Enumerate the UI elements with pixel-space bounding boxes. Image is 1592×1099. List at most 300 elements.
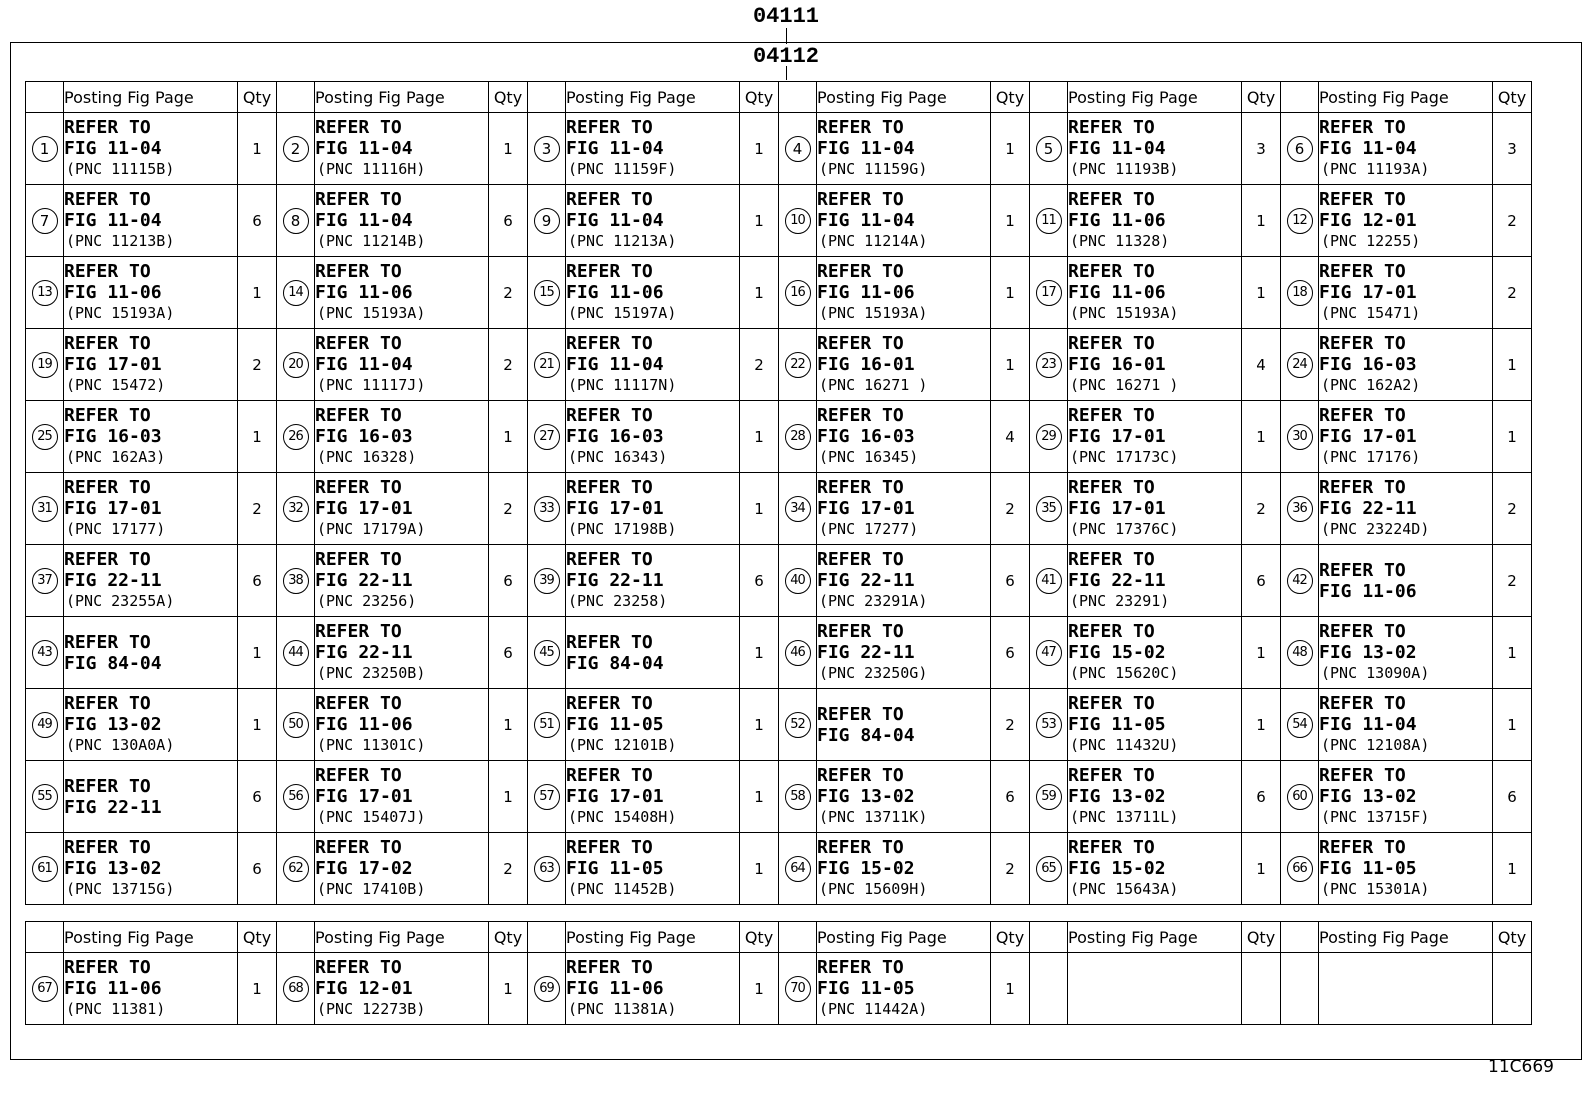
pnc-reference: (PNC 23224D) xyxy=(1321,520,1430,538)
callout-number: 12 xyxy=(1287,208,1313,234)
callout-number-cell xyxy=(1281,473,1319,545)
fig-reference: FIG 11-04 xyxy=(817,210,915,231)
qty-value: 6 xyxy=(740,545,779,617)
qty-value: 1 xyxy=(1242,257,1281,329)
reference-cell xyxy=(64,185,238,257)
header-qty: Qty xyxy=(1493,82,1532,113)
callout-number-cell xyxy=(1281,689,1319,761)
table-row xyxy=(26,545,1532,617)
reference-cell xyxy=(315,401,489,473)
fig-reference: FIG 11-06 xyxy=(566,978,664,999)
refer-to-text: REFER TO xyxy=(1068,405,1155,426)
table-row xyxy=(26,257,1532,329)
fig-reference: FIG 13-02 xyxy=(1319,786,1417,807)
qty-value xyxy=(1493,953,1532,1025)
pnc-reference: (PNC 17376C) xyxy=(1070,520,1179,538)
fig-reference: FIG 17-01 xyxy=(315,498,413,519)
callout-number-cell xyxy=(1030,689,1068,761)
fig-reference: FIG 11-06 xyxy=(1319,580,1417,602)
reference-cell xyxy=(315,833,489,905)
pnc-reference: (PNC 17173C) xyxy=(1070,448,1179,466)
refer-to-text: REFER TO xyxy=(315,621,402,642)
qty-value: 6 xyxy=(489,545,528,617)
table-row xyxy=(26,953,1532,1025)
callout-number: 19 xyxy=(32,352,58,378)
callout-number: 47 xyxy=(1036,640,1062,666)
callout-number-cell xyxy=(1030,473,1068,545)
table-body xyxy=(26,113,1532,905)
header-blank-cell xyxy=(277,922,315,953)
qty-value: 1 xyxy=(238,401,277,473)
qty-value: 2 xyxy=(1493,185,1532,257)
callout-number: 22 xyxy=(785,352,811,378)
callout-number: 49 xyxy=(32,712,58,738)
qty-value: 3 xyxy=(1242,113,1281,185)
fig-reference: FIG 11-04 xyxy=(315,210,413,231)
pnc-reference: (PNC 11159F) xyxy=(568,160,677,178)
header-posting-fig-page: Posting Fig Page xyxy=(566,82,740,113)
qty-value: 2 xyxy=(991,689,1030,761)
callout-number: 52 xyxy=(785,712,811,738)
callout-number-cell xyxy=(779,833,817,905)
reference-cell xyxy=(566,185,740,257)
fig-reference: FIG 17-01 xyxy=(1068,426,1166,447)
callout-number-cell xyxy=(26,689,64,761)
callout-number-cell xyxy=(779,545,817,617)
callout-number-cell xyxy=(277,761,315,833)
reference-cell xyxy=(1319,761,1493,833)
pnc-reference: (PNC 15197A) xyxy=(568,304,677,322)
fig-reference: FIG 11-06 xyxy=(315,282,413,303)
pnc-reference: (PNC 11213B) xyxy=(66,232,175,250)
callout-number: 41 xyxy=(1036,568,1062,594)
reference-cell xyxy=(1319,953,1493,1025)
pnc-reference: (PNC 11115B) xyxy=(66,160,175,178)
qty-value: 6 xyxy=(1493,761,1532,833)
refer-to-text: REFER TO xyxy=(817,405,904,426)
refer-to-text: REFER TO xyxy=(64,837,151,858)
qty-value: 2 xyxy=(991,473,1030,545)
callout-number-cell xyxy=(779,761,817,833)
reference-cell xyxy=(1068,761,1242,833)
header-qty: Qty xyxy=(740,922,779,953)
pnc-reference: (PNC 15193A) xyxy=(819,304,928,322)
refer-to-text: REFER TO xyxy=(817,621,904,642)
callout-number: 14 xyxy=(283,280,309,306)
reference-cell xyxy=(315,257,489,329)
header-blank-cell xyxy=(1281,82,1319,113)
fig-reference: FIG 22-11 xyxy=(566,570,664,591)
reference-cell xyxy=(817,833,991,905)
reference-cell xyxy=(566,545,740,617)
header-posting-fig-page: Posting Fig Page xyxy=(566,922,740,953)
refer-to-text: REFER TO xyxy=(1319,261,1406,282)
reference-cell xyxy=(817,257,991,329)
fig-reference: FIG 11-04 xyxy=(315,354,413,375)
callout-number: 68 xyxy=(283,976,309,1002)
reference-cell xyxy=(1068,185,1242,257)
callout-number-cell xyxy=(1030,185,1068,257)
callout-number-cell xyxy=(277,545,315,617)
callout-number-cell xyxy=(528,473,566,545)
fig-reference: FIG 11-04 xyxy=(1319,138,1417,159)
reference-cell xyxy=(315,473,489,545)
fig-reference: FIG 11-04 xyxy=(817,138,915,159)
pnc-reference: (PNC 11159G) xyxy=(819,160,928,178)
refer-to-text: REFER TO xyxy=(1068,693,1155,714)
fig-reference: FIG 17-02 xyxy=(315,858,413,879)
reference-cell xyxy=(64,329,238,401)
qty-value: 1 xyxy=(1242,401,1281,473)
table-row xyxy=(26,833,1532,905)
fig-reference: FIG 17-01 xyxy=(315,786,413,807)
refer-to-text: REFER TO xyxy=(64,693,151,714)
callout-number-cell xyxy=(528,185,566,257)
callout-number-cell xyxy=(277,329,315,401)
callout-number-cell xyxy=(26,545,64,617)
callout-number: 3 xyxy=(534,136,560,162)
fig-reference: FIG 13-02 xyxy=(1068,786,1166,807)
refer-to-text: REFER TO xyxy=(566,693,653,714)
callout-number: 21 xyxy=(534,352,560,378)
reference-cell xyxy=(64,617,238,689)
qty-value: 1 xyxy=(238,689,277,761)
callout-number-cell xyxy=(277,185,315,257)
qty-value: 6 xyxy=(991,617,1030,689)
fig-reference: FIG 17-01 xyxy=(64,498,162,519)
callout-number-cell xyxy=(1030,761,1068,833)
qty-value: 2 xyxy=(489,833,528,905)
callout-number-cell xyxy=(1281,617,1319,689)
pnc-reference: (PNC 17176) xyxy=(1321,448,1421,466)
pnc-reference: (PNC 11432U) xyxy=(1070,736,1179,754)
table-body xyxy=(26,953,1532,1025)
header-posting-fig-page: Posting Fig Page xyxy=(1068,82,1242,113)
pnc-reference: (PNC 16271 ) xyxy=(1070,376,1179,394)
callout-number-cell xyxy=(277,401,315,473)
fig-reference: FIG 11-06 xyxy=(64,282,162,303)
refer-to-text: REFER TO xyxy=(64,477,151,498)
fig-reference: FIG 11-04 xyxy=(1319,714,1417,735)
fig-reference: FIG 11-06 xyxy=(1068,210,1166,231)
callout-number: 42 xyxy=(1287,568,1313,594)
header-blank-cell xyxy=(1030,82,1068,113)
fig-reference: FIG 13-02 xyxy=(64,858,162,879)
callout-number-cell xyxy=(277,617,315,689)
pnc-reference: (PNC 12108A) xyxy=(1321,736,1430,754)
callout-number: 70 xyxy=(785,976,811,1002)
header-posting-fig-page: Posting Fig Page xyxy=(315,922,489,953)
callout-number: 33 xyxy=(534,496,560,522)
fig-reference: FIG 13-02 xyxy=(1319,642,1417,663)
callout-number: 7 xyxy=(32,208,58,234)
pnc-reference: (PNC 13090A) xyxy=(1321,664,1430,682)
callout-number-cell xyxy=(1030,617,1068,689)
fig-reference: FIG 16-03 xyxy=(817,426,915,447)
qty-value: 1 xyxy=(740,113,779,185)
fig-reference: FIG 11-06 xyxy=(566,282,664,303)
pnc-reference: (PNC 11442A) xyxy=(819,1000,928,1018)
reference-cell xyxy=(1319,473,1493,545)
pnc-reference: (PNC 12273B) xyxy=(317,1000,426,1018)
callout-number-cell xyxy=(26,833,64,905)
refer-to-text: REFER TO xyxy=(315,837,402,858)
refer-to-text: REFER TO xyxy=(1319,837,1406,858)
header-posting-fig-page: Posting Fig Page xyxy=(817,82,991,113)
fig-reference: FIG 15-02 xyxy=(817,858,915,879)
reference-cell xyxy=(315,617,489,689)
callout-number: 17 xyxy=(1036,280,1062,306)
qty-value: 1 xyxy=(740,617,779,689)
fig-reference: FIG 84-04 xyxy=(64,652,162,674)
qty-value: 1 xyxy=(238,617,277,689)
fig-reference: FIG 11-06 xyxy=(64,978,162,999)
refer-to-text: REFER TO xyxy=(1319,189,1406,210)
reference-cell xyxy=(64,833,238,905)
reference-cell xyxy=(817,401,991,473)
table-header-row xyxy=(26,82,1532,113)
callout-number-cell xyxy=(779,257,817,329)
reference-cell xyxy=(315,185,489,257)
pnc-reference: (PNC 11117N) xyxy=(568,376,677,394)
callout-number-cell xyxy=(528,545,566,617)
refer-to-text: REFER TO xyxy=(1319,405,1406,426)
refer-to-text: REFER TO xyxy=(315,549,402,570)
qty-value: 2 xyxy=(1493,545,1532,617)
callout-number-cell xyxy=(26,185,64,257)
refer-to-text: REFER TO xyxy=(64,549,151,570)
callout-number-cell xyxy=(1030,329,1068,401)
table-row xyxy=(26,113,1532,185)
callout-number-cell xyxy=(26,473,64,545)
pnc-reference: (PNC 15407J) xyxy=(317,808,426,826)
callout-number: 28 xyxy=(785,424,811,450)
pnc-reference: (PNC 11116H) xyxy=(317,160,426,178)
callout-number-cell xyxy=(528,689,566,761)
reference-cell xyxy=(64,401,238,473)
reference-cell xyxy=(1068,257,1242,329)
callout-number-cell xyxy=(277,113,315,185)
header-blank-cell xyxy=(277,82,315,113)
reference-cell xyxy=(64,689,238,761)
fig-reference: FIG 17-01 xyxy=(566,498,664,519)
refer-to-text: REFER TO xyxy=(64,189,151,210)
refer-to-text: REFER TO xyxy=(817,549,904,570)
qty-value: 1 xyxy=(740,833,779,905)
callout-number: 31 xyxy=(32,496,58,522)
qty-value: 1 xyxy=(740,689,779,761)
refer-to-text: REFER TO xyxy=(1068,189,1155,210)
qty-value: 2 xyxy=(1493,257,1532,329)
fig-reference: FIG 22-11 xyxy=(817,642,915,663)
callout-number: 61 xyxy=(32,856,58,882)
qty-value: 1 xyxy=(1242,617,1281,689)
refer-to-text: REFER TO xyxy=(817,477,904,498)
callout-number-cell xyxy=(277,257,315,329)
reference-cell xyxy=(817,113,991,185)
callout-number-cell xyxy=(779,473,817,545)
header-blank-cell xyxy=(528,922,566,953)
callout-number-cell xyxy=(277,473,315,545)
callout-number-cell xyxy=(1030,833,1068,905)
qty-value: 6 xyxy=(991,545,1030,617)
callout-number: 63 xyxy=(534,856,560,882)
callout-number: 6 xyxy=(1287,136,1313,162)
reference-cell xyxy=(1068,953,1242,1025)
qty-value: 1 xyxy=(1242,689,1281,761)
pnc-reference: (PNC 15472) xyxy=(66,376,166,394)
fig-reference: FIG 11-05 xyxy=(566,714,664,735)
qty-value: 1 xyxy=(991,953,1030,1025)
callout-number: 62 xyxy=(283,856,309,882)
header-blank-cell xyxy=(26,82,64,113)
callout-number-cell xyxy=(528,329,566,401)
callout-number: 66 xyxy=(1287,856,1313,882)
pnc-reference: (PNC 11452B) xyxy=(568,880,677,898)
callout-number-cell xyxy=(779,401,817,473)
callout-number: 51 xyxy=(534,712,560,738)
pnc-reference: (PNC 17179A) xyxy=(317,520,426,538)
header-posting-fig-page: Posting Fig Page xyxy=(1068,922,1242,953)
refer-to-text: REFER TO xyxy=(566,957,653,978)
qty-value: 1 xyxy=(489,113,528,185)
fig-reference: FIG 16-03 xyxy=(566,426,664,447)
callout-number-cell xyxy=(779,329,817,401)
refer-to-text: REFER TO xyxy=(566,405,653,426)
pnc-reference: (PNC 16328) xyxy=(317,448,417,466)
callout-number-cell xyxy=(277,953,315,1025)
pnc-reference: (PNC 11381A) xyxy=(568,1000,677,1018)
qty-value: 1 xyxy=(740,257,779,329)
fig-reference: FIG 11-05 xyxy=(566,858,664,879)
refer-to-text: REFER TO xyxy=(1319,333,1406,354)
qty-value: 2 xyxy=(489,257,528,329)
pnc-reference: (PNC 23255A) xyxy=(66,592,175,610)
fig-reference: FIG 13-02 xyxy=(817,786,915,807)
qty-value: 6 xyxy=(1242,545,1281,617)
callout-number: 48 xyxy=(1287,640,1313,666)
callout-number: 50 xyxy=(283,712,309,738)
fig-reference: FIG 16-01 xyxy=(1068,354,1166,375)
callout-number: 69 xyxy=(534,976,560,1002)
table-row xyxy=(26,185,1532,257)
pnc-reference: (PNC 15643A) xyxy=(1070,880,1179,898)
callout-number-cell xyxy=(26,401,64,473)
fig-reference: FIG 84-04 xyxy=(817,724,915,746)
fig-reference: FIG 11-06 xyxy=(817,282,915,303)
pnc-reference: (PNC 15193A) xyxy=(66,304,175,322)
qty-value: 2 xyxy=(238,473,277,545)
callout-number-cell xyxy=(26,329,64,401)
callout-number-cell xyxy=(1281,329,1319,401)
pnc-reference: (PNC 162A3) xyxy=(66,448,166,466)
qty-value: 1 xyxy=(489,953,528,1025)
qty-value: 1 xyxy=(991,185,1030,257)
refer-to-text: REFER TO xyxy=(1068,621,1155,642)
fig-reference: FIG 11-04 xyxy=(566,354,664,375)
qty-value: 1 xyxy=(489,689,528,761)
callout-number-cell xyxy=(1281,761,1319,833)
refer-to-text: REFER TO xyxy=(64,333,151,354)
callout-number-cell xyxy=(1281,257,1319,329)
reference-cell xyxy=(1068,617,1242,689)
reference-cell xyxy=(566,617,740,689)
reference-cell xyxy=(315,689,489,761)
table-row xyxy=(26,689,1532,761)
callout-number: 46 xyxy=(785,640,811,666)
qty-value: 1 xyxy=(489,761,528,833)
refer-to-text: REFER TO xyxy=(566,765,653,786)
fig-reference: FIG 11-05 xyxy=(817,978,915,999)
reference-cell xyxy=(566,953,740,1025)
qty-value xyxy=(1242,953,1281,1025)
callout-number-cell xyxy=(1281,545,1319,617)
refer-to-text: REFER TO xyxy=(315,765,402,786)
reference-cell xyxy=(1319,257,1493,329)
fig-reference: FIG 11-06 xyxy=(315,714,413,735)
pnc-reference: (PNC 13711L) xyxy=(1070,808,1179,826)
reference-cell xyxy=(566,401,740,473)
reference-cell xyxy=(566,689,740,761)
refer-to-text: REFER TO xyxy=(1068,117,1155,138)
assembly-code-top: 04111 xyxy=(752,4,819,29)
callout-number-cell xyxy=(26,761,64,833)
header-blank-cell xyxy=(1281,922,1319,953)
assembly-code-sub: 04112 xyxy=(752,44,819,69)
refer-to-text: REFER TO xyxy=(64,117,151,138)
callout-number: 53 xyxy=(1036,712,1062,738)
reference-cell xyxy=(315,953,489,1025)
pnc-reference: (PNC 11381) xyxy=(66,1000,166,1018)
callout-number: 38 xyxy=(283,568,309,594)
qty-value: 6 xyxy=(238,545,277,617)
header-blank-cell xyxy=(779,922,817,953)
callout-number: 40 xyxy=(785,568,811,594)
reference-cell xyxy=(1068,833,1242,905)
reference-cell xyxy=(64,113,238,185)
pnc-reference: (PNC 15471) xyxy=(1321,304,1421,322)
header-blank-cell xyxy=(1030,922,1068,953)
header-posting-fig-page: Posting Fig Page xyxy=(315,82,489,113)
callout-number: 26 xyxy=(283,424,309,450)
refer-to-text: REFER TO xyxy=(64,957,151,978)
refer-to-text: REFER TO xyxy=(315,261,402,282)
fig-reference: FIG 17-01 xyxy=(817,498,915,519)
callout-number-cell xyxy=(779,185,817,257)
fig-reference: FIG 11-04 xyxy=(1068,138,1166,159)
pnc-reference: (PNC 11328) xyxy=(1070,232,1170,250)
pnc-reference: (PNC 13711K) xyxy=(819,808,928,826)
reference-cell xyxy=(64,257,238,329)
callout-number: 60 xyxy=(1287,784,1313,810)
qty-value: 1 xyxy=(1493,617,1532,689)
pnc-reference: (PNC 23291) xyxy=(1070,592,1170,610)
reference-cell xyxy=(1319,689,1493,761)
qty-value: 6 xyxy=(238,833,277,905)
fig-reference: FIG 11-06 xyxy=(1068,282,1166,303)
callout-number: 64 xyxy=(785,856,811,882)
refer-to-text: REFER TO xyxy=(566,837,653,858)
refer-to-text: REFER TO xyxy=(566,117,653,138)
callout-number: 20 xyxy=(283,352,309,378)
fig-reference: FIG 22-11 xyxy=(64,796,162,818)
callout-number: 23 xyxy=(1036,352,1062,378)
pnc-reference: (PNC 11214B) xyxy=(317,232,426,250)
callout-number-cell xyxy=(528,113,566,185)
reference-cell xyxy=(1068,113,1242,185)
callout-number: 5 xyxy=(1036,136,1062,162)
refer-to-text: REFER TO xyxy=(64,405,151,426)
